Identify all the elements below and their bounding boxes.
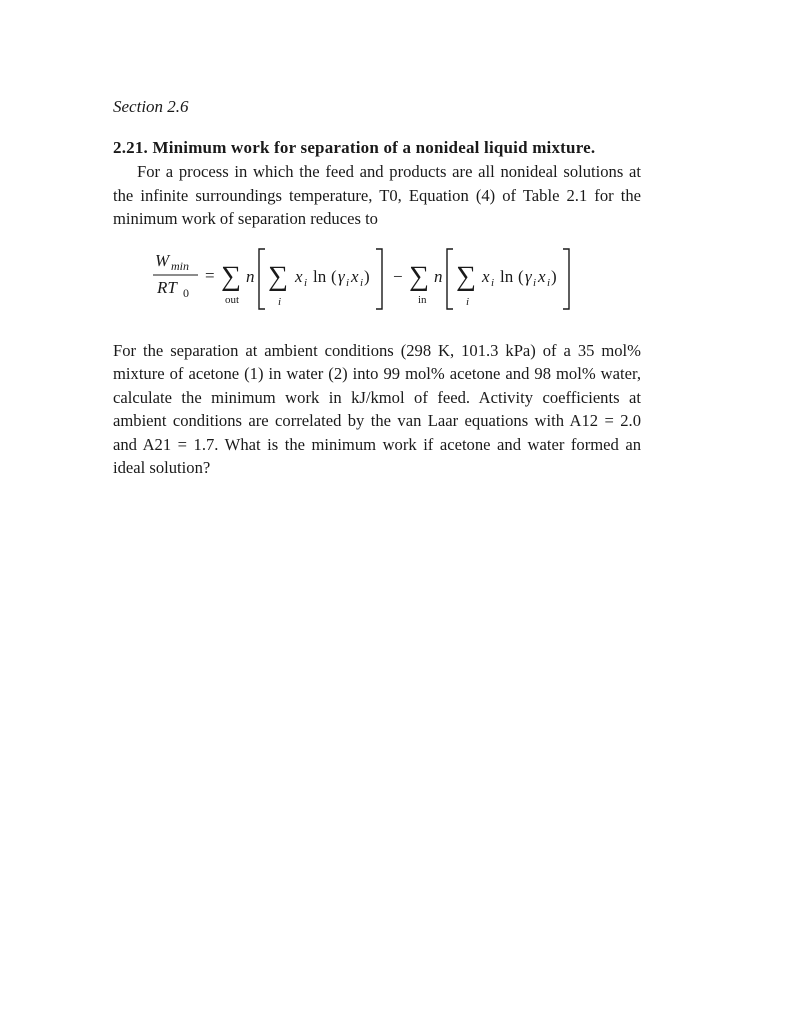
eq-x-out-sub: i <box>304 276 308 289</box>
eq-x-out: x <box>295 266 303 286</box>
eq-equals: = <box>205 265 215 285</box>
minimum-work-equation <box>113 239 641 325</box>
bracket-out-close <box>376 249 382 309</box>
eq-x2-in: x <box>538 266 546 286</box>
bracket-in-open <box>447 249 453 309</box>
sum-i-out-label: i <box>278 295 282 308</box>
eq-ln-out: ln <box>313 266 327 286</box>
sum-in-symbol: ∑ <box>409 260 429 292</box>
eq-minus: − <box>393 266 403 286</box>
document-page <box>113 96 641 480</box>
eq-paren-close-out: ) <box>364 266 370 286</box>
eq-gamma-out: γ <box>338 266 345 286</box>
bracket-out-open <box>259 249 265 309</box>
sum-i-in-symbol: ∑ <box>456 260 476 292</box>
eq-paren-close-in: ) <box>551 266 557 286</box>
intro-text: For a process in which the feed and products are all nonideal solutions at the infinite surroundings temperature, T0, Equation (4) of Table 2.1 for the minimum work of separation reduces to <box>113 162 641 228</box>
sum-out-symbol: ∑ <box>221 260 241 292</box>
eq-n-in: n <box>434 266 443 286</box>
eq-paren-open-out: ( <box>331 266 337 286</box>
problem-title: 2.21. Minimum work for separation of a nonideal liquid mixture. <box>113 138 596 157</box>
sum-in-label: in <box>418 293 427 306</box>
problem-body: For the separation at ambient conditions (298 K, 101.3 kPa) of a 35 mol% mixture of acetone (1) in water (2) into 99 mol% acetone and 98 mol% water, calculate the minimum work in kJ/kmol of feed. Activity coefficients at ambient conditions are correlated by the van Laar equations with A12 = 2.0 and A21 = 1.7. What is the minimum work if acetone and water formed an ideal solution? <box>113 340 641 478</box>
eq-gamma-in-sub: i <box>533 276 537 289</box>
eq-ln-in: ln <box>500 266 514 286</box>
eq-n-out: n <box>246 266 255 286</box>
problem-intro <box>113 160 641 231</box>
eq-x2-in-sub: i <box>547 276 551 289</box>
eq-gamma-out-sub: i <box>346 276 350 289</box>
eq-min-sub: min <box>171 258 189 273</box>
section-heading: Section 2.6 <box>113 97 189 116</box>
sum-i-in-label: i <box>466 295 470 308</box>
eq-rt: RT <box>157 277 177 297</box>
eq-x2-out: x <box>351 266 359 286</box>
bracket-in-close <box>563 249 569 309</box>
eq-w: W <box>155 250 170 270</box>
eq-gamma-in: γ <box>525 266 532 286</box>
eq-x-in-sub: i <box>491 276 495 289</box>
equation-svg <box>113 239 613 325</box>
eq-paren-open-in: ( <box>518 266 524 286</box>
eq-x-in: x <box>482 266 490 286</box>
eq-x2-out-sub: i <box>360 276 364 289</box>
sum-out-label: out <box>225 293 240 306</box>
eq-zero-sub: 0 <box>183 285 189 300</box>
sum-i-out-symbol: ∑ <box>268 260 288 292</box>
